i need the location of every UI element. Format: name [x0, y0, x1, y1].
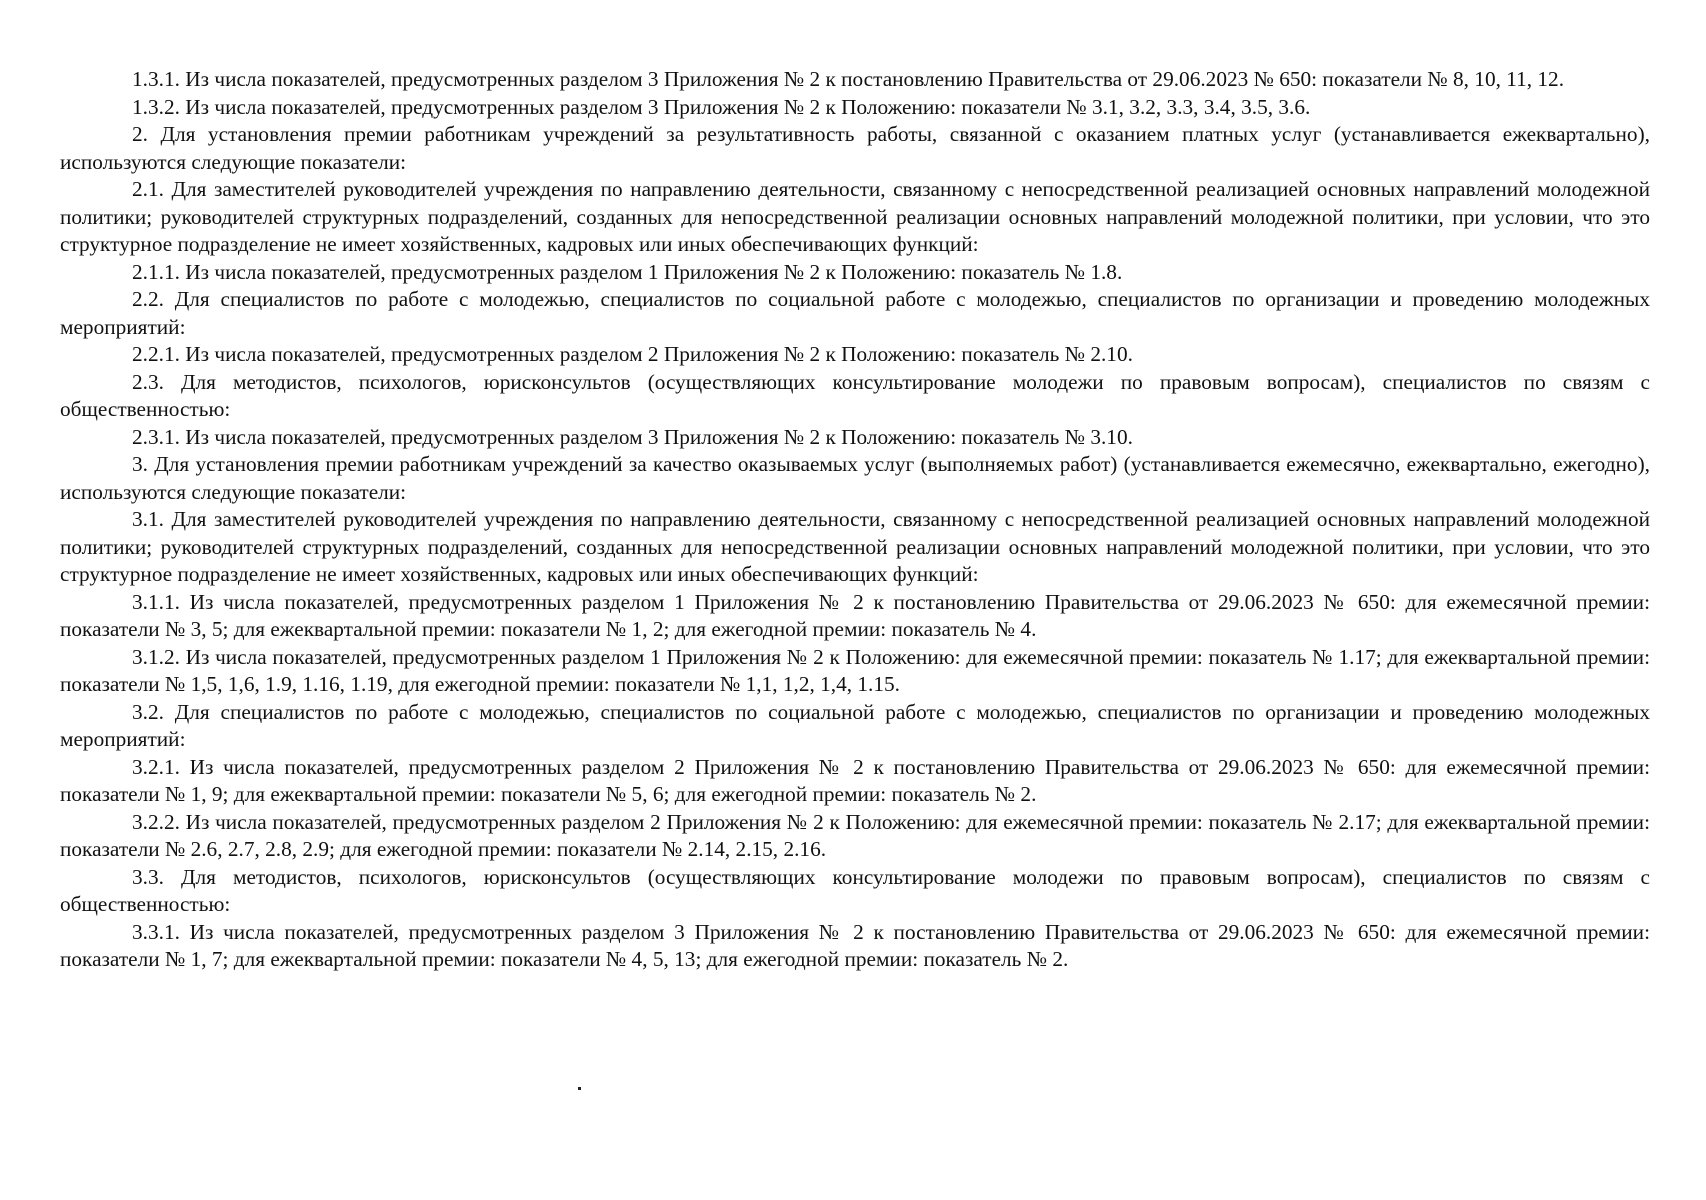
- paragraph-3-1: 3.1. Для заместителей руководителей учреждения по направлению деятельности, связанному с непосредственной реализацией основных направлений молодежной политики; руководителей структурных подразделений, созданных для непосредственной реализации основных направлений молодежной политики, при условии, что это структурное подразделение не имеет хозяйственных, кадровых или иных обеспечивающих функций:: [60, 507, 1650, 586]
- paragraph-2-2: 2.2. Для специалистов по работе с молодежью, специалистов по социальной работе с молодежью, специалистов по организации и проведению молодежных мероприятий:: [60, 287, 1650, 339]
- paragraph-2-2-1: 2.2.1. Из числа показателей, предусмотренных разделом 2 Приложения № 2 к Положению: показатель № 2.10.: [132, 342, 1133, 366]
- paragraph-2-1-1: 2.1.1. Из числа показателей, предусмотренных разделом 1 Приложения № 2 к Положению: показатель № 1.8.: [132, 259, 1123, 284]
- paragraph-1-3-2: 1.3.2. Из числа показателей, предусмотренных разделом 3 Приложения № 2 к Положению: показатели № 3.1, 3.2, 3.3, 3.4, 3.5, 3.6.: [132, 94, 1311, 119]
- paragraph-2-1: 2.1. Для заместителей руководителей учреждения по направлению деятельности, связанному с непосредственной реализацией основных направлений молодежной политики; руководителей структурных подразделений, созданных для непосредственной реализации основных направлений молодежной политики, при условии, что это структурное подразделение не имеет хозяйственных, кадровых или иных обеспечивающих функций:: [60, 177, 1650, 256]
- paragraph-3: 3. Для установления премии работникам учреждений за качество оказываемых услуг (выполняемых работ) (устанавливается ежемесячно, ежеквартально, ежегодно), используются следующие показатели:: [60, 452, 1650, 504]
- document-page: [60, 66, 1650, 974]
- paragraph-1-3-1: 1.3.1. Из числа показателей, предусмотренных разделом 3 Приложения № 2 к постановлению Правительства от 29.06.2023 № 650: показатели № 8, 10, 11, 12.: [132, 67, 1565, 91]
- paragraph-3-2-2: 3.2.2. Из числа показателей, предусмотренных разделом 2 Приложения № 2 к Положению: для ежемесячной премии: показатель № 2.17; для ежеквартальной премии: показатели № 2.6, 2.7, 2.8, 2.9; для ежегодной премии: показатели № 2.14, 2.15, 2.16.: [60, 809, 1650, 861]
- paragraph-3-3-1: 3.3.1. Из числа показателей, предусмотренных разделом 3 Приложения № 2 к постановлению Правительства от 29.06.2023 № 650: для ежемесячной премии: показатели № 1, 7; для ежеквартальной премии: показатели № 4, 5, 13; для ежегодной премии: показатель № 2.: [60, 919, 1650, 971]
- paragraph-3-3: 3.3. Для методистов, психологов, юрисконсультов (осуществляющих консультирование молодежи по правовым вопросам), специалистов по связям с общественностью:: [60, 864, 1650, 916]
- paragraph-2-3: 2.3. Для методистов, психологов, юрисконсультов (осуществляющих консультирование молодежи по правовым вопросам), специалистов по связям с общественностью:: [60, 369, 1650, 421]
- paragraph-2-3-1: 2.3.1. Из числа показателей, предусмотренных разделом 3 Приложения № 2 к Положению: показатель № 3.10.: [132, 424, 1133, 449]
- paragraph-3-2-1: 3.2.1. Из числа показателей, предусмотренных разделом 2 Приложения № 2 к постановлению Правительства от 29.06.2023 № 650: для ежемесячной премии: показатели № 1, 9; для ежеквартальной премии: показатели № 5, 6; для ежегодной премии: показатель № 2.: [60, 754, 1650, 806]
- paragraph-3-1-2: 3.1.2. Из числа показателей, предусмотренных разделом 1 Приложения № 2 к Положению: для ежемесячной премии: показатель № 1.17; для ежеквартальной премии: показатели № 1,5, 1,6, 1.9, 1.16, 1.19, для ежегодной премии: показатели № 1,1, 1,2, 1,4, 1.15.: [60, 644, 1650, 696]
- paragraph-2: 2. Для установления премии работникам учреждений за результативность работы, связанной с оказанием платных услуг (устанавливается ежеквартально), используются следующие показатели:: [60, 122, 1650, 174]
- scan-speck: [578, 1087, 581, 1090]
- paragraph-3-1-1: 3.1.1. Из числа показателей, предусмотренных разделом 1 Приложения № 2 к постановлению Правительства от 29.06.2023 № 650: для ежемесячной премии: показатели № 3, 5; для ежеквартальной премии: показатели № 1, 2; для ежегодной премии: показатель № 4.: [60, 589, 1650, 641]
- paragraph-3-2: 3.2. Для специалистов по работе с молодежью, специалистов по социальной работе с молодежью, специалистов по организации и проведению молодежных мероприятий:: [60, 699, 1650, 751]
